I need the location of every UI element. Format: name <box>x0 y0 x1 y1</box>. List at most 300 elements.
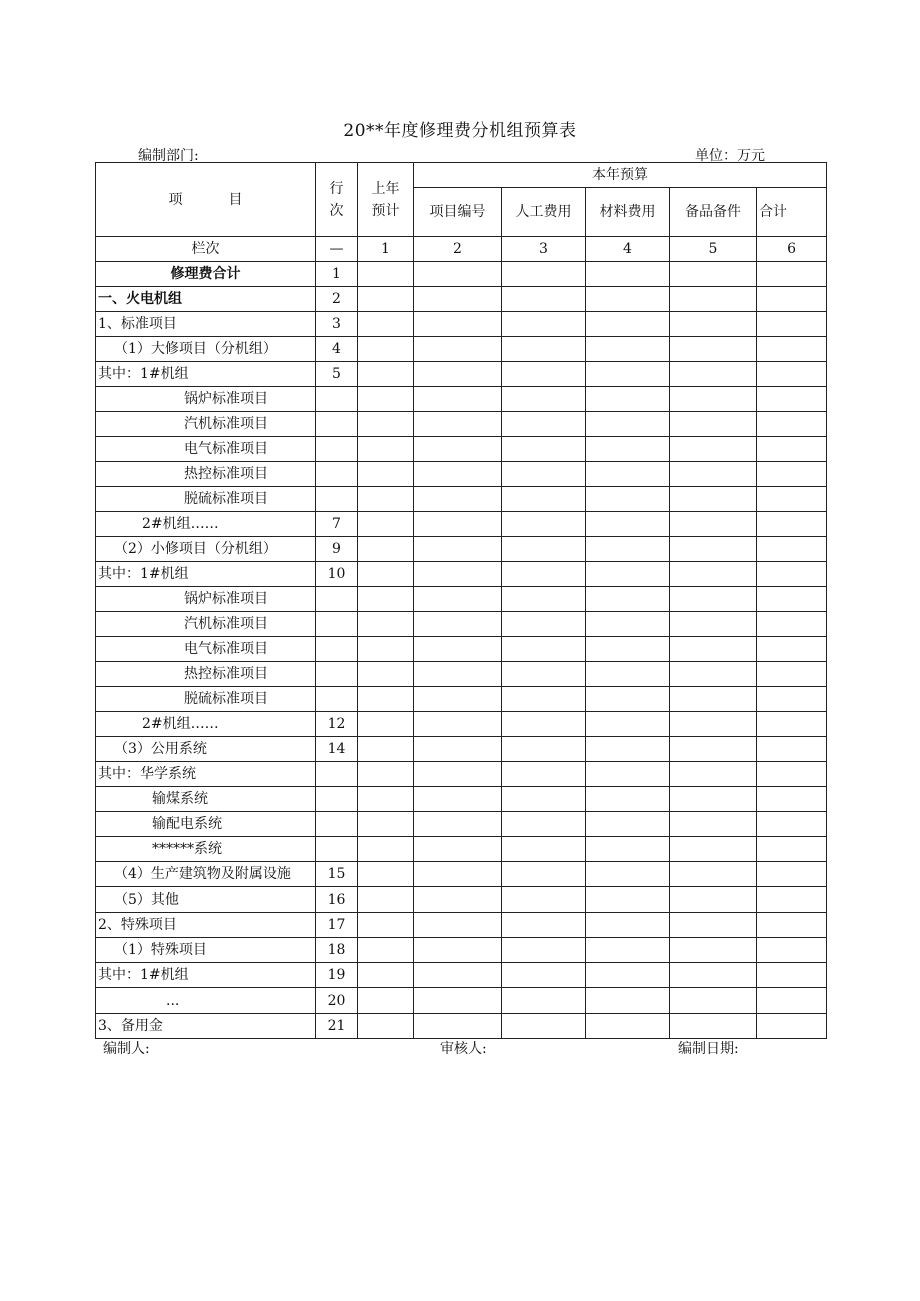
row-number: 7 <box>316 512 358 537</box>
value-cell[interactable] <box>670 462 757 487</box>
row-number <box>316 612 358 637</box>
value-cell[interactable] <box>358 862 414 887</box>
header-this-year: 本年预算 <box>414 163 827 188</box>
column-index-row <box>96 237 827 262</box>
value-cell[interactable] <box>757 687 827 712</box>
value-cell[interactable] <box>502 637 586 662</box>
column-index-value: 3 <box>502 237 586 262</box>
value-cell[interactable] <box>414 512 502 537</box>
value-cell[interactable] <box>670 787 757 812</box>
row-number <box>316 437 358 462</box>
row-item-name: 其中：1#机组 <box>96 963 316 988</box>
table-row <box>96 362 827 387</box>
value-cell[interactable] <box>670 687 757 712</box>
table-row <box>96 862 827 887</box>
value-cell[interactable] <box>414 837 502 862</box>
value-cell[interactable] <box>358 412 414 437</box>
value-cell[interactable] <box>502 662 586 687</box>
value-cell[interactable] <box>670 988 757 1014</box>
value-cell[interactable] <box>670 887 757 913</box>
value-cell[interactable] <box>358 812 414 837</box>
value-cell[interactable] <box>358 762 414 787</box>
value-cell[interactable] <box>358 913 414 938</box>
value-cell[interactable] <box>757 637 827 662</box>
value-cell[interactable] <box>586 537 670 562</box>
value-cell[interactable] <box>502 412 586 437</box>
value-cell[interactable] <box>586 913 670 938</box>
value-cell[interactable] <box>670 412 757 437</box>
table-row <box>96 988 827 1014</box>
value-cell[interactable] <box>414 887 502 913</box>
value-cell[interactable] <box>670 587 757 612</box>
row-number: 19 <box>316 963 358 988</box>
value-cell[interactable] <box>757 662 827 687</box>
row-number: 12 <box>316 712 358 737</box>
value-cell[interactable] <box>757 312 827 337</box>
row-item-name: 其中：华学系统 <box>96 762 316 787</box>
header-last-year: 上年 预计 <box>358 163 414 237</box>
value-cell[interactable] <box>358 887 414 913</box>
table-row <box>96 387 827 412</box>
value-cell[interactable] <box>414 762 502 787</box>
value-cell[interactable] <box>586 362 670 387</box>
value-cell[interactable] <box>670 387 757 412</box>
value-cell[interactable] <box>586 587 670 612</box>
value-cell[interactable] <box>757 462 827 487</box>
value-cell[interactable] <box>502 1014 586 1039</box>
column-index-value: 4 <box>586 237 670 262</box>
value-cell[interactable] <box>670 963 757 988</box>
value-cell[interactable] <box>502 837 586 862</box>
value-cell[interactable] <box>358 787 414 812</box>
row-item-name: 修理费合计 <box>96 262 316 287</box>
value-cell[interactable] <box>502 963 586 988</box>
row-item-name: 热控标准项目 <box>96 662 316 687</box>
value-cell[interactable] <box>502 337 586 362</box>
row-item-name: 一、火电机组 <box>96 287 316 312</box>
value-cell[interactable] <box>414 337 502 362</box>
value-cell[interactable] <box>358 287 414 312</box>
budget-table <box>95 162 827 1039</box>
table-row <box>96 837 827 862</box>
table-row <box>96 687 827 712</box>
value-cell[interactable] <box>586 637 670 662</box>
value-cell[interactable] <box>414 387 502 412</box>
row-number: 18 <box>316 938 358 963</box>
value-cell[interactable] <box>586 687 670 712</box>
row-number: 2 <box>316 287 358 312</box>
row-number <box>316 662 358 687</box>
value-cell[interactable] <box>757 737 827 762</box>
reviewed-by-label: 审核人: <box>440 1041 487 1057</box>
value-cell[interactable] <box>502 938 586 963</box>
value-cell[interactable] <box>358 1014 414 1039</box>
value-cell[interactable] <box>586 487 670 512</box>
value-cell[interactable] <box>502 862 586 887</box>
value-cell[interactable] <box>502 262 586 287</box>
value-cell[interactable] <box>757 412 827 437</box>
row-number <box>316 462 358 487</box>
value-cell[interactable] <box>502 737 586 762</box>
header-row-no: 行 次 <box>316 163 358 237</box>
value-cell[interactable] <box>358 312 414 337</box>
table-row <box>96 437 827 462</box>
value-cell[interactable] <box>757 262 827 287</box>
value-cell[interactable] <box>757 938 827 963</box>
value-cell[interactable] <box>586 963 670 988</box>
value-cell[interactable] <box>358 337 414 362</box>
row-number <box>316 837 358 862</box>
table-row <box>96 913 827 938</box>
value-cell[interactable] <box>502 612 586 637</box>
value-cell[interactable] <box>414 587 502 612</box>
column-index-value: 2 <box>414 237 502 262</box>
value-cell[interactable] <box>414 862 502 887</box>
table-row <box>96 737 827 762</box>
row-number <box>316 762 358 787</box>
value-cell[interactable] <box>358 662 414 687</box>
value-cell[interactable] <box>757 812 827 837</box>
value-cell[interactable] <box>358 537 414 562</box>
value-cell[interactable] <box>414 963 502 988</box>
value-cell[interactable] <box>358 587 414 612</box>
value-cell[interactable] <box>502 988 586 1014</box>
value-cell[interactable] <box>414 812 502 837</box>
column-index-value: — <box>316 237 358 262</box>
value-cell[interactable] <box>358 737 414 762</box>
value-cell[interactable] <box>757 963 827 988</box>
unit-label: 单位：万元 <box>695 148 765 164</box>
value-cell[interactable] <box>586 337 670 362</box>
value-cell[interactable] <box>670 437 757 462</box>
table-row <box>96 512 827 537</box>
row-item-name: （1）大修项目（分机组） <box>96 337 316 362</box>
value-cell[interactable] <box>757 487 827 512</box>
value-cell[interactable] <box>414 462 502 487</box>
date-label: 编制日期: <box>678 1041 739 1057</box>
column-index-value: 1 <box>358 237 414 262</box>
table-row <box>96 787 827 812</box>
table-row <box>96 562 827 587</box>
value-cell[interactable] <box>414 562 502 587</box>
value-cell[interactable] <box>586 837 670 862</box>
value-cell[interactable] <box>586 287 670 312</box>
value-cell[interactable] <box>414 537 502 562</box>
row-item-name: 2#机组…… <box>96 712 316 737</box>
table-row <box>96 887 827 913</box>
column-index-value: 5 <box>670 237 757 262</box>
value-cell[interactable] <box>586 712 670 737</box>
value-cell[interactable] <box>586 1014 670 1039</box>
row-item-name: 电气标准项目 <box>96 637 316 662</box>
row-item-name: 电气标准项目 <box>96 437 316 462</box>
table-row <box>96 963 827 988</box>
value-cell[interactable] <box>502 913 586 938</box>
value-cell[interactable] <box>670 487 757 512</box>
row-number <box>316 387 358 412</box>
value-cell[interactable] <box>502 487 586 512</box>
value-cell[interactable] <box>757 387 827 412</box>
value-cell[interactable] <box>414 988 502 1014</box>
table-row <box>96 412 827 437</box>
row-item-name: （2）小修项目（分机组） <box>96 537 316 562</box>
value-cell[interactable] <box>502 562 586 587</box>
row-item-name: ... <box>96 988 316 1014</box>
row-number <box>316 412 358 437</box>
row-item-name: 2#机组…… <box>96 512 316 537</box>
value-cell[interactable] <box>358 562 414 587</box>
table-row <box>96 487 827 512</box>
value-cell[interactable] <box>414 262 502 287</box>
value-cell[interactable] <box>670 512 757 537</box>
value-cell[interactable] <box>586 562 670 587</box>
value-cell[interactable] <box>414 737 502 762</box>
value-cell[interactable] <box>414 712 502 737</box>
value-cell[interactable] <box>586 462 670 487</box>
value-cell[interactable] <box>414 612 502 637</box>
value-cell[interactable] <box>358 362 414 387</box>
value-cell[interactable] <box>586 387 670 412</box>
column-index-label: 栏次 <box>96 237 316 262</box>
header-col-labor: 人工费用 <box>502 188 586 237</box>
value-cell[interactable] <box>670 637 757 662</box>
header-item: 项 目 <box>96 163 316 237</box>
value-cell[interactable] <box>586 437 670 462</box>
row-number <box>316 687 358 712</box>
value-cell[interactable] <box>586 512 670 537</box>
value-cell[interactable] <box>670 537 757 562</box>
value-cell[interactable] <box>670 913 757 938</box>
row-number: 16 <box>316 887 358 913</box>
value-cell[interactable] <box>502 312 586 337</box>
value-cell[interactable] <box>414 487 502 512</box>
value-cell[interactable] <box>502 587 586 612</box>
value-cell[interactable] <box>358 837 414 862</box>
table-row <box>96 762 827 787</box>
value-cell[interactable] <box>414 412 502 437</box>
value-cell[interactable] <box>414 662 502 687</box>
row-number <box>316 587 358 612</box>
value-cell[interactable] <box>414 1014 502 1039</box>
table-row <box>96 587 827 612</box>
value-cell[interactable] <box>358 988 414 1014</box>
value-cell[interactable] <box>502 462 586 487</box>
row-number: 21 <box>316 1014 358 1039</box>
value-cell[interactable] <box>586 812 670 837</box>
value-cell[interactable] <box>757 512 827 537</box>
value-cell[interactable] <box>670 562 757 587</box>
column-index-value: 6 <box>757 237 827 262</box>
row-item-name: （1）特殊项目 <box>96 938 316 963</box>
value-cell[interactable] <box>757 837 827 862</box>
value-cell[interactable] <box>757 862 827 887</box>
table-row <box>96 662 827 687</box>
value-cell[interactable] <box>670 837 757 862</box>
row-number <box>316 787 358 812</box>
row-number: 1 <box>316 262 358 287</box>
value-cell[interactable] <box>502 287 586 312</box>
row-item-name: 锅炉标准项目 <box>96 587 316 612</box>
value-cell[interactable] <box>586 312 670 337</box>
value-cell[interactable] <box>358 437 414 462</box>
row-number: 14 <box>316 737 358 762</box>
value-cell[interactable] <box>670 312 757 337</box>
value-cell[interactable] <box>586 412 670 437</box>
row-item-name: 热控标准项目 <box>96 462 316 487</box>
value-cell[interactable] <box>358 938 414 963</box>
value-cell[interactable] <box>414 787 502 812</box>
table-row <box>96 537 827 562</box>
value-cell[interactable] <box>757 562 827 587</box>
value-cell[interactable] <box>670 662 757 687</box>
value-cell[interactable] <box>586 612 670 637</box>
row-number: 3 <box>316 312 358 337</box>
row-item-name: 1、标准项目 <box>96 312 316 337</box>
value-cell[interactable] <box>670 938 757 963</box>
row-item-name: 其中：1#机组 <box>96 362 316 387</box>
value-cell[interactable] <box>502 687 586 712</box>
value-cell[interactable] <box>358 462 414 487</box>
table-row <box>96 1014 827 1039</box>
dept-label: 编制部门: <box>138 148 199 164</box>
value-cell[interactable] <box>670 287 757 312</box>
table-row <box>96 637 827 662</box>
value-cell[interactable] <box>414 637 502 662</box>
value-cell[interactable] <box>586 988 670 1014</box>
table-row <box>96 262 827 287</box>
value-cell[interactable] <box>358 262 414 287</box>
page-title: 20**年度修理费分机组预算表 <box>343 121 577 141</box>
value-cell[interactable] <box>757 287 827 312</box>
table-row <box>96 462 827 487</box>
value-cell[interactable] <box>358 487 414 512</box>
row-number <box>316 487 358 512</box>
value-cell[interactable] <box>586 787 670 812</box>
value-cell[interactable] <box>757 913 827 938</box>
row-number: 9 <box>316 537 358 562</box>
value-cell[interactable] <box>586 887 670 913</box>
value-cell[interactable] <box>586 662 670 687</box>
value-cell[interactable] <box>414 362 502 387</box>
table-row <box>96 287 827 312</box>
value-cell[interactable] <box>502 787 586 812</box>
row-item-name: 输配电系统 <box>96 812 316 837</box>
value-cell[interactable] <box>414 287 502 312</box>
value-cell[interactable] <box>757 712 827 737</box>
value-cell[interactable] <box>757 362 827 387</box>
row-item-name: 脱硫标准项目 <box>96 487 316 512</box>
value-cell[interactable] <box>757 1014 827 1039</box>
value-cell[interactable] <box>414 437 502 462</box>
value-cell[interactable] <box>757 787 827 812</box>
row-number: 20 <box>316 988 358 1014</box>
value-cell[interactable] <box>757 337 827 362</box>
value-cell[interactable] <box>670 337 757 362</box>
value-cell[interactable] <box>757 587 827 612</box>
value-cell[interactable] <box>502 437 586 462</box>
value-cell[interactable] <box>757 537 827 562</box>
value-cell[interactable] <box>586 862 670 887</box>
value-cell[interactable] <box>358 512 414 537</box>
table-row <box>96 712 827 737</box>
table-row <box>96 612 827 637</box>
value-cell[interactable] <box>757 437 827 462</box>
value-cell[interactable] <box>757 988 827 1014</box>
value-cell[interactable] <box>502 537 586 562</box>
value-cell[interactable] <box>586 737 670 762</box>
row-item-name: ******系统 <box>96 837 316 862</box>
value-cell[interactable] <box>502 712 586 737</box>
row-item-name: 汽机标准项目 <box>96 612 316 637</box>
value-cell[interactable] <box>358 687 414 712</box>
value-cell[interactable] <box>358 963 414 988</box>
row-item-name: （3）公用系统 <box>96 737 316 762</box>
value-cell[interactable] <box>670 812 757 837</box>
value-cell[interactable] <box>670 1014 757 1039</box>
row-number <box>316 812 358 837</box>
value-cell[interactable] <box>670 737 757 762</box>
value-cell[interactable] <box>502 812 586 837</box>
header-col-total: 合计 <box>757 188 827 237</box>
value-cell[interactable] <box>414 938 502 963</box>
value-cell[interactable] <box>358 712 414 737</box>
header-col-material: 材料费用 <box>586 188 670 237</box>
value-cell[interactable] <box>502 512 586 537</box>
row-number: 5 <box>316 362 358 387</box>
value-cell[interactable] <box>586 938 670 963</box>
row-number: 10 <box>316 562 358 587</box>
table-row <box>96 938 827 963</box>
row-item-name: 2、特殊项目 <box>96 913 316 938</box>
header-col-project-code: 项目编号 <box>414 188 502 237</box>
value-cell[interactable] <box>757 762 827 787</box>
row-number: 4 <box>316 337 358 362</box>
value-cell[interactable] <box>757 612 827 637</box>
table-row <box>96 812 827 837</box>
value-cell[interactable] <box>414 312 502 337</box>
value-cell[interactable] <box>358 387 414 412</box>
row-item-name: 脱硫标准项目 <box>96 687 316 712</box>
row-number: 15 <box>316 862 358 887</box>
value-cell[interactable] <box>670 362 757 387</box>
value-cell[interactable] <box>502 762 586 787</box>
value-cell[interactable] <box>670 612 757 637</box>
value-cell[interactable] <box>358 637 414 662</box>
row-item-name: 锅炉标准项目 <box>96 387 316 412</box>
value-cell[interactable] <box>586 762 670 787</box>
value-cell[interactable] <box>414 913 502 938</box>
row-item-name: （5）其他 <box>96 887 316 913</box>
value-cell[interactable] <box>757 887 827 913</box>
value-cell[interactable] <box>358 612 414 637</box>
value-cell[interactable] <box>586 262 670 287</box>
prepared-by-label: 编制人: <box>103 1041 150 1057</box>
table-row <box>96 337 827 362</box>
value-cell[interactable] <box>502 887 586 913</box>
row-item-name: 其中：1#机组 <box>96 562 316 587</box>
value-cell[interactable] <box>502 362 586 387</box>
value-cell[interactable] <box>414 687 502 712</box>
row-item-name: （4）生产建筑物及附属设施 <box>96 862 316 887</box>
row-number: 17 <box>316 913 358 938</box>
value-cell[interactable] <box>670 762 757 787</box>
value-cell[interactable] <box>670 262 757 287</box>
row-number <box>316 637 358 662</box>
value-cell[interactable] <box>502 387 586 412</box>
value-cell[interactable] <box>670 712 757 737</box>
row-item-name: 汽机标准项目 <box>96 412 316 437</box>
value-cell[interactable] <box>670 862 757 887</box>
